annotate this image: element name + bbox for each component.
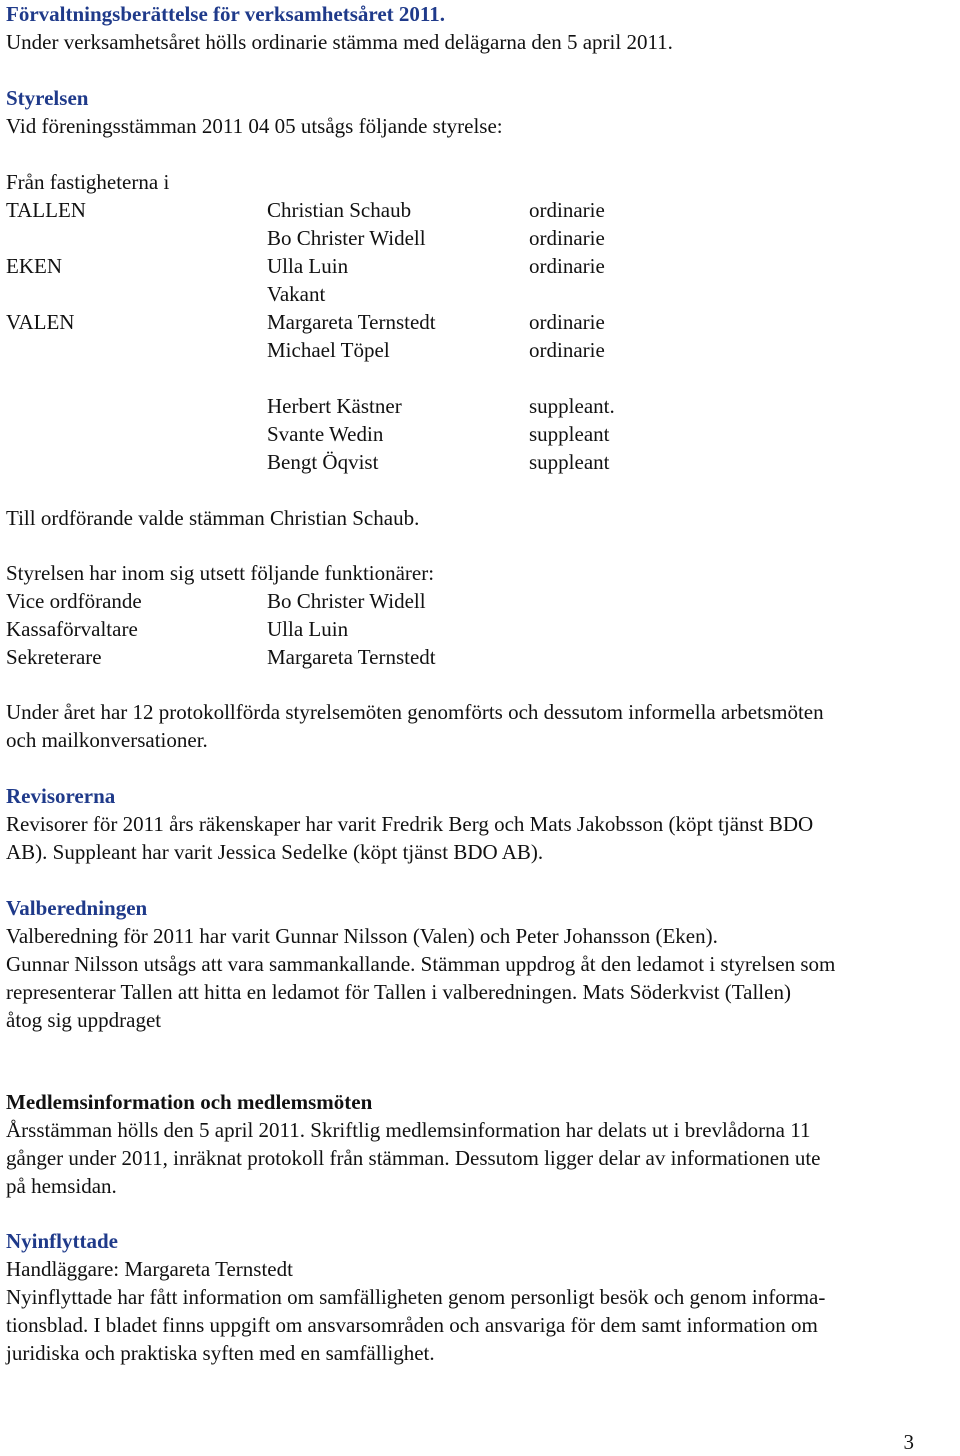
- officer-title: Sekreterare: [6, 645, 102, 669]
- medlemsinformation-text-line: gånger under 2011, inräknat protokoll från stämman. Dessutom ligger delar av informationen ute: [6, 1146, 821, 1170]
- officer-name: Bo Christer Widell: [267, 589, 426, 613]
- property-name: TALLEN: [6, 198, 86, 222]
- page-number: 3: [903, 1430, 914, 1454]
- valberedningen-text-line: Valberedning för 2011 har varit Gunnar Nilsson (Valen) och Peter Johansson (Eken).: [6, 924, 718, 948]
- revisorerna-text-line: AB). Suppleant har varit Jessica Sedelke (köpt tjänst BDO AB).: [6, 840, 544, 864]
- member-name: Bo Christer Widell: [267, 226, 426, 250]
- nyinflyttade-text-line: tionsblad. I bladet finns uppgift om ansvarsområden och ansvariga för dem samt information om: [6, 1313, 818, 1337]
- substitute-role: suppleant: [529, 422, 610, 446]
- member-name: Michael Töpel: [267, 338, 390, 362]
- nyinflyttade-text-line: Nyinflyttade har fått information om samfälligheten genom personligt besök och genom informa-: [6, 1285, 826, 1309]
- officer-title: Vice ordförande: [6, 589, 142, 613]
- nyinflyttade-handler: Handläggare: Margareta Ternstedt: [6, 1257, 293, 1281]
- section-heading-styrelsen: Styrelsen: [6, 86, 89, 110]
- officers-intro: Styrelsen har inom sig utsett följande funktionärer:: [6, 561, 435, 585]
- officer-name: Margareta Ternstedt: [267, 645, 436, 669]
- section-heading-medlemsinformation: Medlemsinformation och medlemsmöten: [6, 1090, 373, 1114]
- valberedningen-text-line: Gunnar Nilsson utsågs att vara sammankallande. Stämman uppdrog åt den ledamot i styrelsen som: [6, 952, 836, 976]
- medlemsinformation-text-line: Årsstämman hölls den 5 april 2011. Skriftlig medlemsinformation har delats ut i brevlådorna 11: [6, 1118, 811, 1142]
- member-role: ordinarie: [529, 226, 605, 250]
- nyinflyttade-text-line: juridiska och praktiska syften med en samfällighet.: [6, 1341, 435, 1365]
- property-name: VALEN: [6, 310, 75, 334]
- substitute-name: Herbert Kästner: [267, 394, 402, 418]
- valberedningen-text-line: representerar Tallen att hitta en ledamot för Tallen i valberedningen. Mats Söderkvist (Tallen): [6, 980, 791, 1004]
- intro-text: Under verksamhetsåret hölls ordinarie stämma med delägarna den 5 april 2011.: [6, 30, 673, 54]
- substitute-name: Bengt Öqvist: [267, 450, 379, 474]
- document-title: Förvaltningsberättelse för verksamhetsåret 2011.: [6, 2, 445, 26]
- chair-sentence: Till ordförande valde stämman Christian Schaub.: [6, 506, 420, 530]
- from-label: Från fastigheterna i: [6, 170, 170, 194]
- member-role: ordinarie: [529, 254, 605, 278]
- section-heading-nyinflyttade: Nyinflyttade: [6, 1229, 118, 1253]
- substitute-name: Svante Wedin: [267, 422, 384, 446]
- member-name: Margareta Ternstedt: [267, 310, 436, 334]
- meetings-text-line: Under året har 12 protokollförda styrelsemöten genomförts och dessutom informella arbetsmöten: [6, 700, 824, 724]
- revisorerna-text-line: Revisorer för 2011 års räkenskaper har varit Fredrik Berg och Mats Jakobsson (köpt tjänst BDO: [6, 812, 814, 836]
- substitute-role: suppleant.: [529, 394, 615, 418]
- member-name: Christian Schaub: [267, 198, 412, 222]
- member-role: ordinarie: [529, 338, 605, 362]
- member-role: ordinarie: [529, 198, 605, 222]
- meetings-text-line: och mailkonversationer.: [6, 728, 208, 752]
- member-role: ordinarie: [529, 310, 605, 334]
- member-name: Ulla Luin: [267, 254, 349, 278]
- officer-title: Kassaförvaltare: [6, 617, 138, 641]
- section-heading-valberedningen: Valberedningen: [6, 896, 148, 920]
- medlemsinformation-text-line: på hemsidan.: [6, 1174, 117, 1198]
- substitute-role: suppleant: [529, 450, 610, 474]
- section-heading-revisorerna: Revisorerna: [6, 784, 116, 808]
- valberedningen-text-line: åtog sig uppdraget: [6, 1008, 162, 1032]
- property-name: EKEN: [6, 254, 62, 278]
- member-name: Vakant: [267, 282, 326, 306]
- styrelsen-intro: Vid föreningsstämman 2011 04 05 utsågs följande styrelse:: [6, 114, 503, 138]
- officer-name: Ulla Luin: [267, 617, 349, 641]
